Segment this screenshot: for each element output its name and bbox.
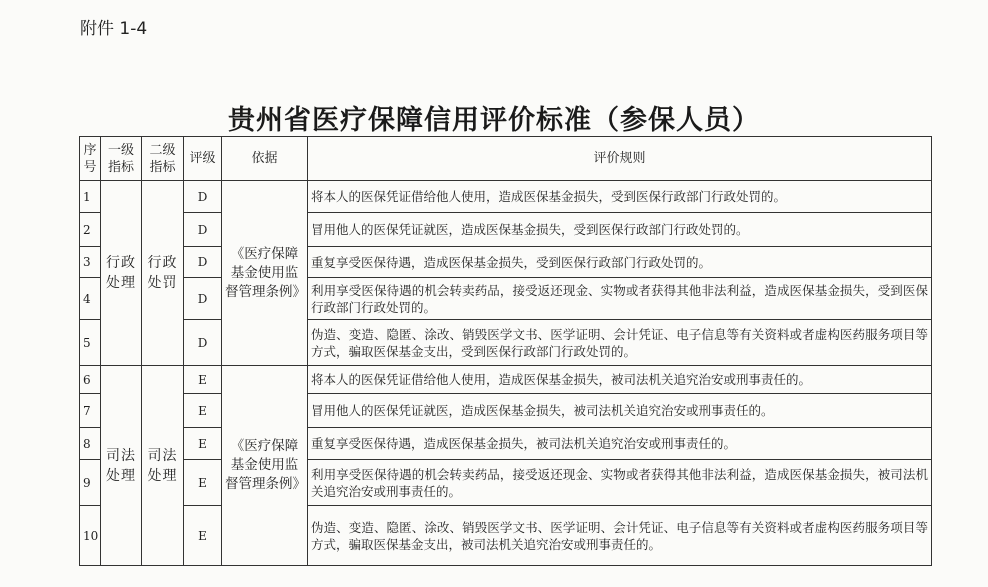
level2-indicator: 行政处罚	[142, 181, 184, 366]
rule-cell: 伪造、变造、隐匿、涂改、销毁医学文书、医学证明、会计凭证、电子信息等有关资料或者虚构医药服务项目等方式，骗取医保基金支出，被司法机关追究治安或刑事责任的。	[308, 506, 932, 566]
table-header-row	[80, 137, 932, 181]
row-number: 8	[80, 428, 101, 460]
table-row	[80, 278, 932, 320]
header-basis: 依据	[222, 137, 308, 181]
table-row	[80, 428, 932, 460]
grade-cell: E	[184, 506, 222, 566]
basis-cell: 《医疗保障基金使用监督管理条例》	[222, 366, 308, 566]
row-number: 1	[80, 181, 101, 213]
row-number: 10	[80, 506, 101, 566]
rule-cell: 将本人的医保凭证借给他人使用，造成医保基金损失，受到医保行政部门行政处罚的。	[308, 181, 932, 213]
rule-cell: 重复享受医保待遇，造成医保基金损失，受到医保行政部门行政处罚的。	[308, 247, 932, 278]
table-row	[80, 366, 932, 394]
row-number: 9	[80, 460, 101, 506]
level1-indicator: 行政处理	[101, 181, 142, 366]
grade-cell: D	[184, 213, 222, 247]
row-number: 3	[80, 247, 101, 278]
row-number: 7	[80, 394, 101, 428]
header-rule: 评价规则	[308, 137, 932, 181]
row-number: 5	[80, 320, 101, 366]
credit-evaluation-table	[79, 136, 932, 566]
level2-indicator: 司法处理	[142, 366, 184, 566]
grade-cell: D	[184, 181, 222, 213]
table-row	[80, 247, 932, 278]
rule-cell: 利用享受医保待遇的机会转卖药品，接受返还现金、实物或者获得其他非法利益，造成医保基金损失，受到医保行政部门行政处罚的。	[308, 278, 932, 320]
grade-cell: E	[184, 428, 222, 460]
table-row	[80, 460, 932, 506]
row-number: 4	[80, 278, 101, 320]
table-row	[80, 213, 932, 247]
grade-cell: D	[184, 320, 222, 366]
rule-cell: 将本人的医保凭证借给他人使用，造成医保基金损失，被司法机关追究治安或刑事责任的。	[308, 366, 932, 394]
row-number: 6	[80, 366, 101, 394]
document-title: 贵州省医疗保障信用评价标准（参保人员）	[228, 105, 760, 136]
rule-cell: 冒用他人的医保凭证就医，造成医保基金损失，被司法机关追究治安或刑事责任的。	[308, 394, 932, 428]
grade-cell: D	[184, 278, 222, 320]
rule-cell: 冒用他人的医保凭证就医，造成医保基金损失，受到医保行政部门行政处罚的。	[308, 213, 932, 247]
basis-cell: 《医疗保障基金使用监督管理条例》	[222, 181, 308, 366]
header-level1: 一级指标	[101, 137, 142, 181]
rule-cell: 伪造、变造、隐匿、涂改、销毁医学文书、医学证明、会计凭证、电子信息等有关资料或者虚构医药服务项目等方式，骗取医保基金支出，受到医保行政部门行政处罚的。	[308, 320, 932, 366]
grade-cell: E	[184, 460, 222, 506]
table-row	[80, 394, 932, 428]
attachment-label: 附件 1-4	[80, 19, 148, 39]
level1-indicator: 司法处理	[101, 366, 142, 566]
rule-cell: 重复享受医保待遇，造成医保基金损失，被司法机关追究治安或刑事责任的。	[308, 428, 932, 460]
table-row	[80, 181, 932, 213]
row-number: 2	[80, 213, 101, 247]
rule-cell: 利用享受医保待遇的机会转卖药品，接受返还现金、实物或者获得其他非法利益，造成医保基金损失，被司法机关追究治安或刑事责任的。	[308, 460, 932, 506]
table-row	[80, 320, 932, 366]
header-grade: 评级	[184, 137, 222, 181]
table-row	[80, 506, 932, 566]
grade-cell: E	[184, 394, 222, 428]
grade-cell: D	[184, 247, 222, 278]
header-level2: 二级指标	[142, 137, 184, 181]
header-seq: 序号	[80, 137, 101, 181]
grade-cell: E	[184, 366, 222, 394]
